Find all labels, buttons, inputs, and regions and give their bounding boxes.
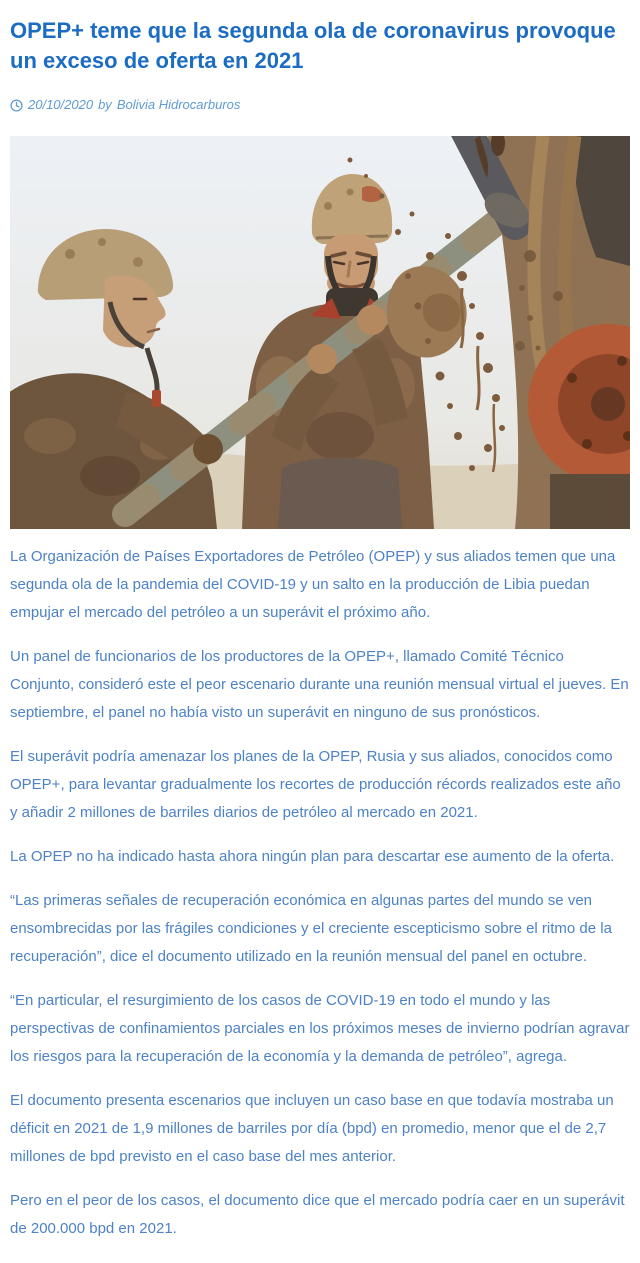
- article-paragraph: La Organización de Países Exportadores de Petróleo (OPEP) y sus aliados temen que una segunda ola de la pandemia del COVID-19 y un salto en la producción de Libia puedan empujar el mercado del petróleo a un superávit el próximo año.: [10, 548, 616, 621]
- article-paragraph: El documento presenta escenarios que incluyen un caso base en que todavía mostraba un déficit en 2021 de 1,9 millones de barriles por día (bpd) en promedio, menor que el de 2,7 millones de bpd previsto en el caso base del mes anterior.: [10, 1092, 614, 1165]
- article-meta: [10, 96, 630, 114]
- article-image: [10, 136, 630, 529]
- oil-workers-photo: [10, 136, 630, 529]
- byline-by-label: by: [98, 97, 112, 112]
- clock-icon: [10, 99, 23, 112]
- article-author-link[interactable]: Bolivia Hidrocarburos: [116, 97, 241, 112]
- article-paragraph: “Las primeras señales de recuperación económica en algunas partes del mundo se ven ensombrecidas por las frágiles condiciones y el creciente escepticismo sobre el ritmo de la recuperación”, dice el documento utilizado en la reunión mensual del panel en octubre.: [10, 892, 612, 965]
- article-paragraph: La OPEP no ha indicado hasta ahora ningún plan para descartar ese aumento de la oferta.: [10, 848, 615, 865]
- article-title: OPEP+ teme que la segunda ola de coronavirus provoque un exceso de oferta en 2021: [10, 18, 616, 73]
- article-paragraph: “En particular, el resurgimiento de los casos de COVID-19 en todo el mundo y las perspectivas de confinamientos parciales en los próximos meses de invierno podrían agravar los riesgos para la recuperación de la economía y la demanda de petróleo”, agrega.: [10, 992, 630, 1065]
- article-paragraph: Un panel de funcionarios de los productores de la OPEP+, llamado Comité Técnico Conjunto, consideró este el peor escenario durante una reunión mensual virtual el jueves. En septiembre, el panel no había visto un superávit en ninguno de sus pronósticos.: [10, 648, 629, 721]
- article-paragraph: Pero en el peor de los casos, el documento dice que el mercado podría caer en un superávit de 200.000 bpd en 2021.: [10, 1192, 625, 1237]
- article-paragraph: El superávit podría amenazar los planes de la OPEP, Rusia y sus aliados, conocidos como OPEP+, para levantar gradualmente los recortes de producción récords realizados este año y añadir 2 millones de barriles diarios de petróleo al mercado en 2021.: [10, 748, 621, 821]
- article-body: [10, 543, 630, 1243]
- article-date: 20/10/2020: [28, 97, 94, 112]
